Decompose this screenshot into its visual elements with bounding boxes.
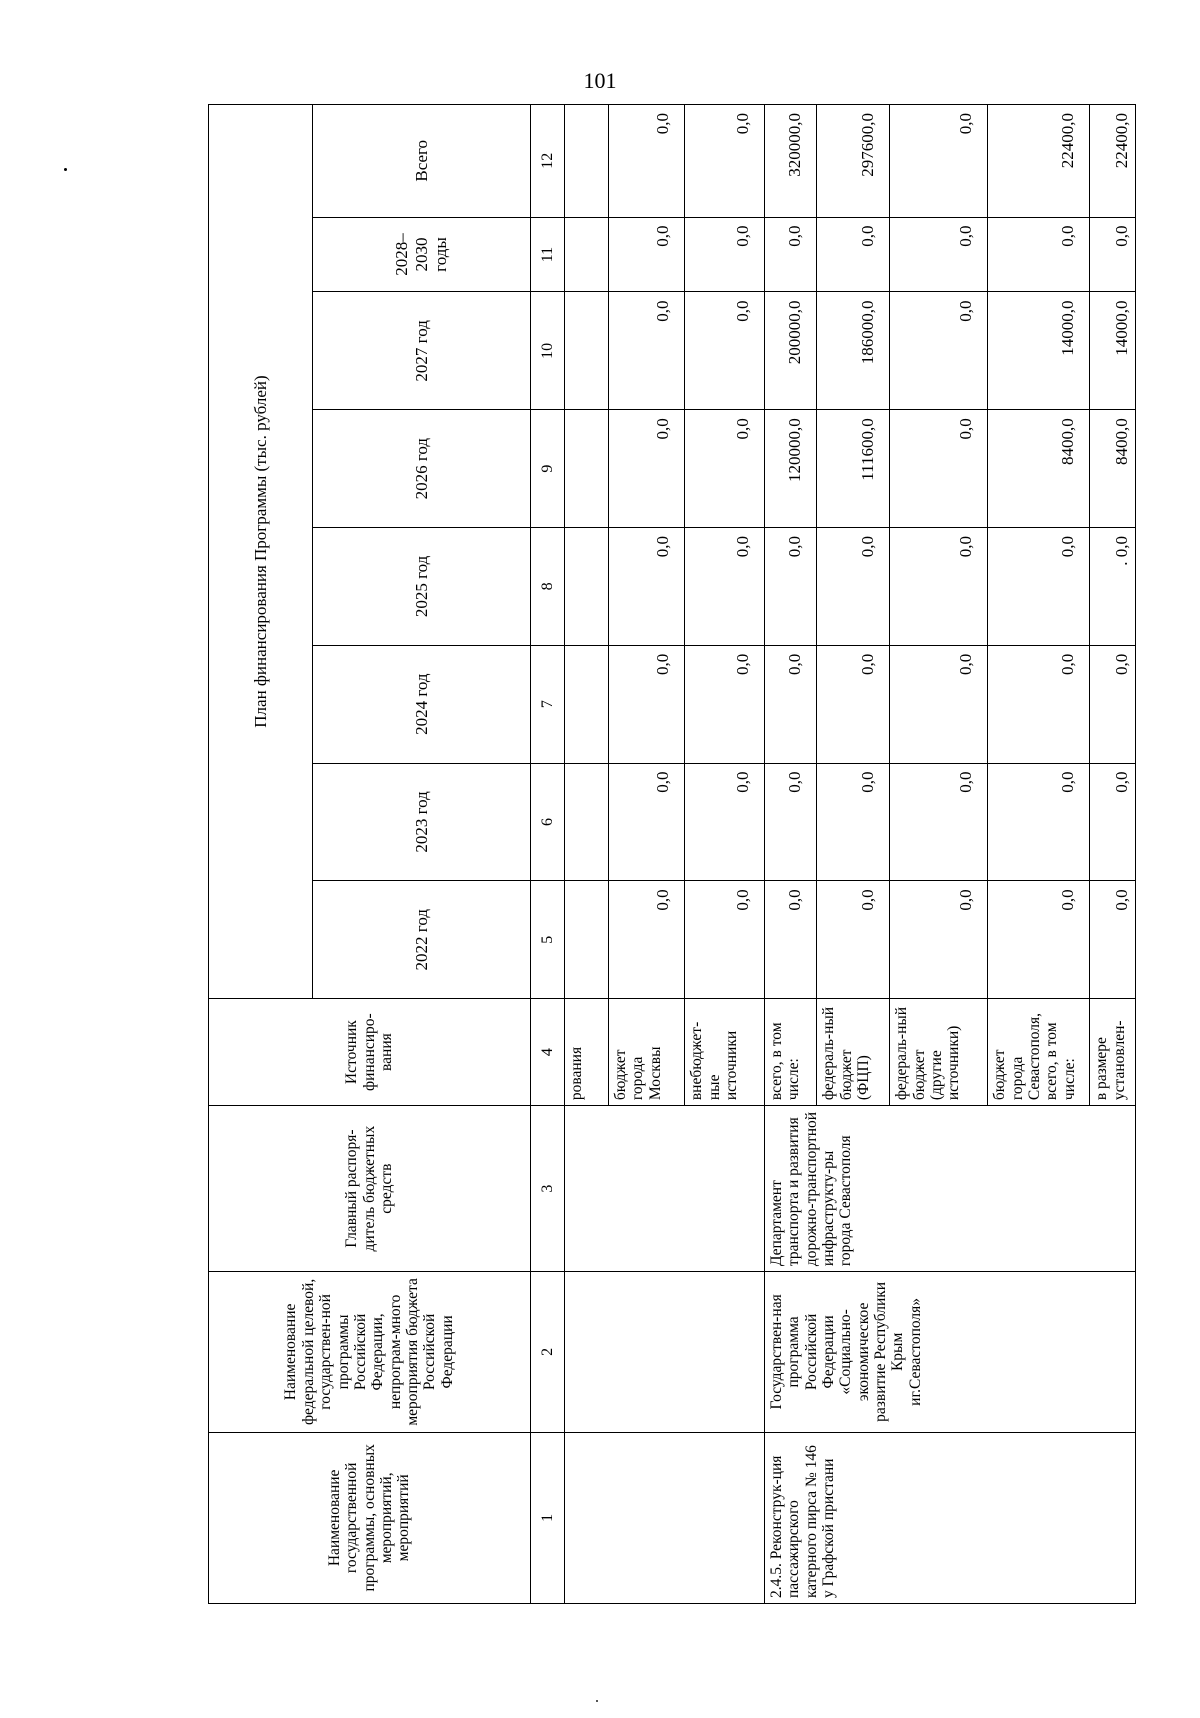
source-cell: бюджет города Севастополя, всего, в том числе: [988, 999, 1090, 1106]
value-cell: 0,0 [890, 645, 988, 763]
value-cell: 0,0 [608, 410, 684, 528]
financing-table [208, 104, 1136, 1604]
value-cell: 0,0 [685, 105, 765, 218]
source-cell: в размере установлен- [1090, 999, 1136, 1106]
value-cell: 0,0 [817, 217, 890, 292]
value-cell: 0,0 [685, 881, 765, 999]
header-year-2025: 2025 год [312, 528, 530, 646]
value-cell: 0,0 [685, 410, 765, 528]
value-cell: 0,0 [764, 217, 816, 292]
value-cell: 320000,0 [764, 105, 816, 218]
value-cell: 0,0 [1090, 217, 1136, 292]
index-cell: 3 [530, 1106, 565, 1272]
value-cell: . 0,0 [1090, 528, 1136, 646]
blank-cell [565, 105, 609, 218]
value-cell: 0,0 [817, 528, 890, 646]
source-cell: бюджет города Москвы [608, 999, 684, 1106]
value-cell: 0,0 [608, 528, 684, 646]
value-cell: 0,0 [764, 763, 816, 881]
header-source: Источник финансиро-вания [209, 999, 531, 1106]
header-year-2022: 2022 год [312, 881, 530, 999]
value-cell: 22400,0 [1090, 105, 1136, 218]
value-cell: 0,0 [608, 217, 684, 292]
blank-cell [565, 645, 609, 763]
header-financing-plan: План финансирования Программы (тыс. рублей) [209, 105, 313, 999]
index-cell: 2 [530, 1272, 565, 1433]
value-cell: 0,0 [890, 410, 988, 528]
source-cell: федераль-ный бюджет (другие источники) [890, 999, 988, 1106]
value-cell: 0,0 [608, 292, 684, 410]
value-cell: 0,0 [685, 645, 765, 763]
value-cell: 0,0 [685, 292, 765, 410]
value-cell: 0,0 [988, 528, 1090, 646]
value-cell: 0,0 [890, 292, 988, 410]
blank-cell [565, 217, 609, 292]
value-cell: 0,0 [1090, 881, 1136, 999]
index-cell: 4 [530, 999, 565, 1106]
index-cell: 5 [530, 881, 565, 999]
value-cell: 0,0 [988, 763, 1090, 881]
value-cell: 0,0 [764, 881, 816, 999]
value-cell: 8400,0 [988, 410, 1090, 528]
value-cell: 14000,0 [988, 292, 1090, 410]
value-cell: 0,0 [1090, 763, 1136, 881]
header-year-2026: 2026 год [312, 410, 530, 528]
index-cell: 9 [530, 410, 565, 528]
continuation-blank-cell [565, 1432, 764, 1603]
index-cell: 11 [530, 217, 565, 292]
index-cell: 10 [530, 292, 565, 410]
index-cell: 1 [530, 1432, 565, 1603]
value-cell: 0,0 [890, 528, 988, 646]
value-cell: 0,0 [685, 763, 765, 881]
value-cell: 14000,0 [1090, 292, 1136, 410]
continuation-blank-cell [565, 1106, 764, 1272]
header-activity-name: Наименование государственной программы, основных мероприятий, мероприятий [209, 1432, 531, 1603]
value-cell: 22400,0 [988, 105, 1090, 218]
program-name-cell: Государствен-ная программа Российской Федерации «Социально-экономическое развитие Республики Крым иг.Севастополя» [764, 1272, 1135, 1433]
value-cell: 0,0 [1090, 645, 1136, 763]
index-cell: 8 [530, 528, 565, 646]
blank-cell [565, 881, 609, 999]
value-cell: 0,0 [608, 881, 684, 999]
source-cell: федераль-ный бюджет (ФЦП) [817, 999, 890, 1106]
index-cell: 6 [530, 763, 565, 881]
value-cell: 186000,0 [817, 292, 890, 410]
value-cell: 8400,0 [1090, 410, 1136, 528]
value-cell: 0,0 [890, 763, 988, 881]
value-cell: 0,0 [685, 528, 765, 646]
scan-mark [596, 1700, 598, 1702]
value-cell: 0,0 [685, 217, 765, 292]
value-cell: 111600,0 [817, 410, 890, 528]
source-cell: всего, в том числе: [764, 999, 816, 1106]
rotated-table-container [208, 104, 1136, 1604]
value-cell: 0,0 [988, 881, 1090, 999]
header-year-2024: 2024 год [312, 645, 530, 763]
value-cell: 0,0 [608, 645, 684, 763]
value-cell: 0,0 [817, 881, 890, 999]
value-cell: 0,0 [764, 645, 816, 763]
value-cell: 0,0 [817, 763, 890, 881]
value-cell: 0,0 [608, 763, 684, 881]
stray-mark [64, 168, 67, 171]
blank-cell [565, 292, 609, 410]
value-cell: 0,0 [890, 217, 988, 292]
page-number: 101 [583, 68, 617, 93]
source-cell: внебюджет-ные источники [685, 999, 765, 1106]
value-cell: 200000,0 [764, 292, 816, 410]
blank-cell [565, 528, 609, 646]
blank-cell [565, 410, 609, 528]
header-year-2028-2030: 2028–2030 годы [312, 217, 530, 292]
header-total: Всего [312, 105, 530, 218]
value-cell: 0,0 [817, 645, 890, 763]
value-cell: 0,0 [890, 105, 988, 218]
value-cell: 0,0 [608, 105, 684, 218]
continuation-blank-cell [565, 1272, 764, 1433]
header-year-2027: 2027 год [312, 292, 530, 410]
index-cell: 12 [530, 105, 565, 218]
header-year-2023: 2023 год [312, 763, 530, 881]
value-cell: 0,0 [988, 217, 1090, 292]
administrator-cell: Департамент транспорта и развития дорожно-транспортной инфраструкту-ры города Севастополя [764, 1106, 1135, 1272]
source-continuation: рования [565, 999, 609, 1106]
value-cell: 0,0 [988, 645, 1090, 763]
index-cell: 7 [530, 645, 565, 763]
header-program-name: Наименование федеральной целевой, государствен-ной программы Российской Федерации, непрограм-много мероприятия бюджета Российской Федерации [209, 1272, 531, 1433]
value-cell: 0,0 [890, 881, 988, 999]
value-cell: 297600,0 [817, 105, 890, 218]
value-cell: 120000,0 [764, 410, 816, 528]
value-cell: 0,0 [764, 528, 816, 646]
blank-cell [565, 763, 609, 881]
header-administrator: Главный распоря-дитель бюджетных средств [209, 1106, 531, 1272]
activity-name-cell: 2.4.5. Реконструк-ция пассажирского катерного пирса № 146 у Графской пристани [764, 1432, 1135, 1603]
